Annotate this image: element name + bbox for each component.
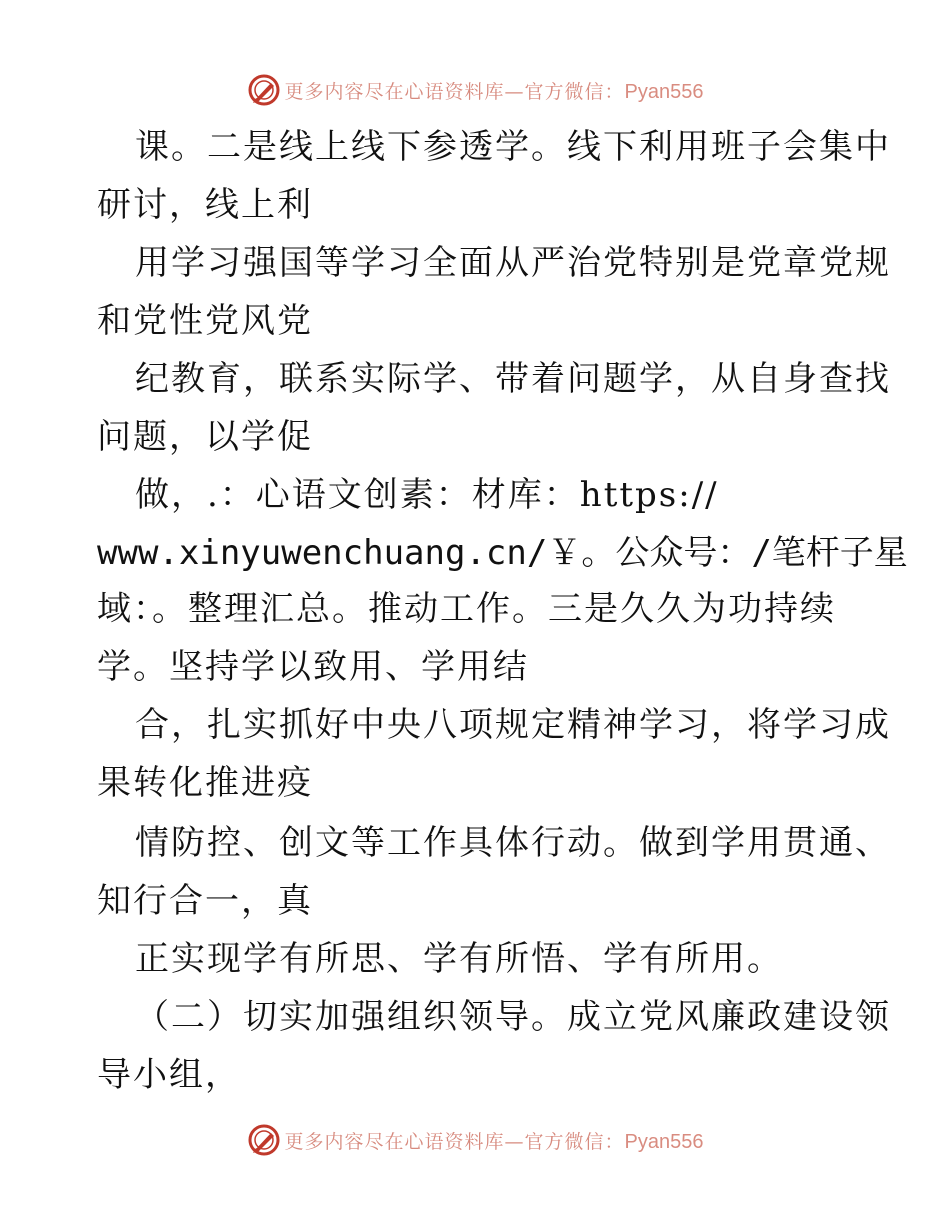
text-line: （二）切实加强组织领导。成立党风廉政建设领 (135, 997, 891, 1037)
text-line: 研讨，线上利 (97, 185, 313, 225)
pen-logo-icon (247, 73, 281, 107)
text-line: 正实现学有所思、学有所悟、学有所用。 (135, 939, 783, 979)
text-line: 做，.：心语文创素：材库：https:// (135, 475, 719, 515)
text-line: 情防控、创文等工作具体行动。做到学用贯通、 (135, 823, 891, 863)
text-line: 合，扎实抓好中央八项规定精神学习，将学习成 (135, 705, 891, 745)
text-line: 课。二是线上线下参透学。线下利用班子会集中 (135, 127, 891, 167)
text-line: 学。坚持学以致用、学用结 (97, 647, 529, 687)
pen-logo-icon (247, 1123, 281, 1157)
header-banner-text: 更多内容尽在心语资料库—官方微信：Pyan556 (284, 80, 704, 103)
text-line: 导小组， (97, 1055, 241, 1095)
text-line: 知行合一，真 (97, 881, 313, 921)
text-line: 果转化推进疫 (97, 763, 313, 803)
footer-banner (0, 1120, 950, 1160)
header-banner (0, 70, 950, 110)
text-line: 域：。整理汇总。推动工作。三是久久为功持续 (97, 589, 836, 629)
footer-wechat-id: Pyan556 (624, 1130, 704, 1153)
text-line: 用学习强国等学习全面从严治党特别是党章党规 (135, 243, 891, 283)
text-line: 和党性党风党 (97, 301, 313, 341)
text-line: 问题，以学促 (97, 417, 313, 457)
header-wechat-id: Pyan556 (624, 80, 704, 103)
text-line-url: www.xinyuwenchuang.cn/￥。公众号：/笔杆子星 (97, 533, 908, 573)
footer-banner-text: 更多内容尽在心语资料库—官方微信：Pyan556 (284, 1130, 704, 1153)
text-line: 纪教育，联系实际学、带着问题学，从自身查找 (135, 359, 891, 399)
